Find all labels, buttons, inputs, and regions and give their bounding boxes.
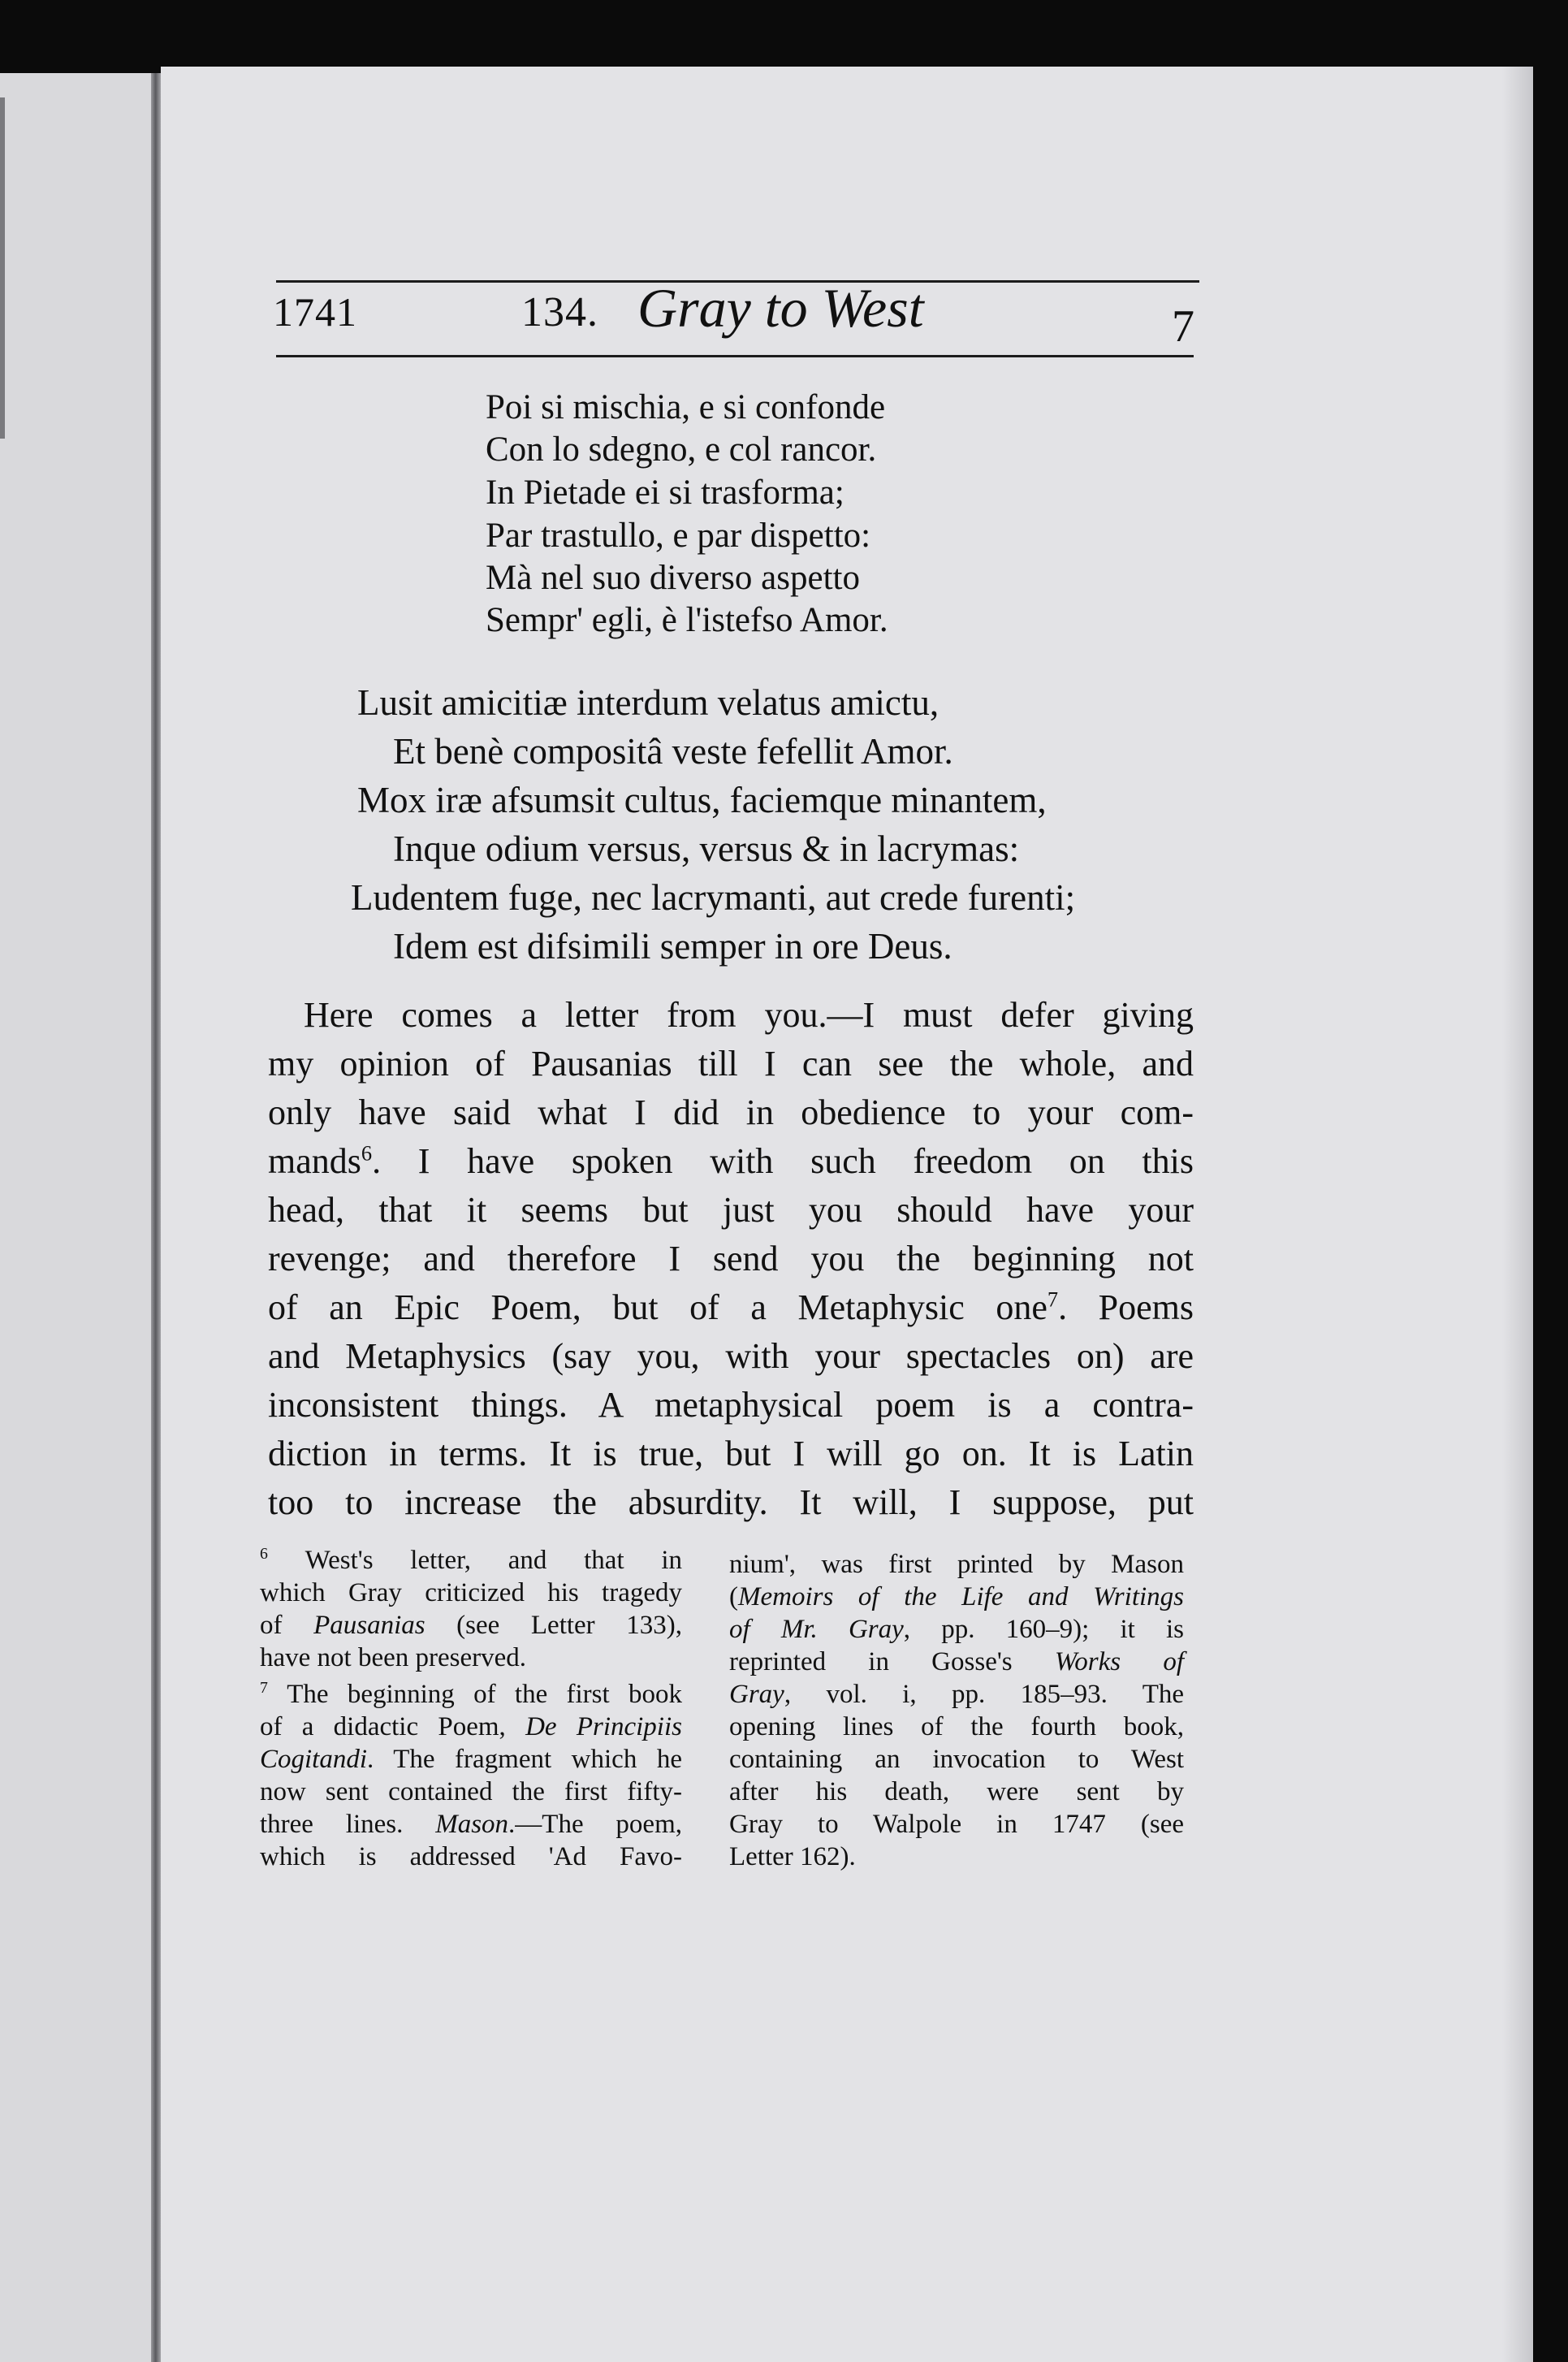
footnote-text: of	[260, 1611, 314, 1640]
letter-text-segment: . I have spoken with such freedom on this	[372, 1141, 1194, 1181]
footnote-7-continued-line	[729, 1616, 1184, 1643]
page-edge-shadow	[1502, 67, 1533, 2362]
footnote-7-line	[260, 1714, 682, 1741]
footnote-text: (see Letter 133),	[425, 1611, 682, 1640]
letter-text-line: diction in terms. It is true, but I will go on. It is Latin	[268, 1434, 1194, 1473]
footnote-6-marker: 6	[260, 1545, 268, 1563]
italian-poem-line: Mà nel suo diverso aspetto	[486, 559, 860, 597]
footnote-7-continued-line	[729, 1649, 1184, 1676]
footnote-text: three lines.	[260, 1810, 436, 1839]
letter-text-line: only have said what I did in obedience to your com-	[268, 1092, 1194, 1132]
latin-poem-line: Idem est difsimili semper in ore Deus.	[393, 926, 952, 967]
footnote-7-continued-line: opening lines of the fourth book,	[729, 1712, 1184, 1741]
letter-text-line: inconsistent things. A metaphysical poem is a contra-	[268, 1385, 1194, 1425]
footnote-italic: Cogitandi	[260, 1745, 368, 1774]
footnote-7-continued-line	[729, 1681, 1184, 1708]
footnote-7-continued-line: Gray to Walpole in 1747 (see	[729, 1810, 1184, 1839]
footnote-italic: Gray	[729, 1680, 784, 1709]
header-title: Gray to West	[637, 277, 924, 339]
facing-page-edge	[0, 73, 161, 2362]
footnote-7-line	[260, 1681, 682, 1708]
latin-poem-line: Ludentem fuge, nec lacrymanti, aut crede furenti;	[351, 877, 1076, 918]
footnote-7-marker: 7	[260, 1679, 268, 1697]
footnote-7-continued-line: Letter 162).	[729, 1842, 856, 1871]
footnote-6-line	[260, 1547, 682, 1574]
footnote-7-line: now sent contained the first fifty-	[260, 1777, 682, 1806]
header-letter-number: 134.	[521, 289, 598, 335]
footnote-6-line: have not been preserved.	[260, 1643, 527, 1672]
header-rule-bottom	[276, 355, 1194, 357]
latin-poem-line: Inque odium versus, versus & in lacrymas:	[393, 828, 1020, 869]
footnote-italic: De Principiis	[525, 1712, 682, 1741]
footnote-7-line	[260, 1811, 682, 1838]
letter-text-line	[268, 1140, 1194, 1181]
footnote-italic: Mason	[435, 1810, 509, 1839]
footnote-italic: Works of	[1054, 1647, 1184, 1676]
footnote-7-continued-line	[729, 1584, 1184, 1611]
footnote-ref-7: 7	[1047, 1287, 1059, 1312]
letter-word: mands	[268, 1141, 361, 1181]
footnote-italic: Memoirs of the Life and Writings	[738, 1582, 1184, 1611]
footnote-ref-6: 6	[361, 1140, 373, 1166]
footnote-7-continued-line: after his death, were sent by	[729, 1777, 1184, 1806]
letter-text-line: my opinion of Pausanias till I can see the whole, and	[268, 1044, 1194, 1084]
footnote-text: reprinted in Gosse's	[729, 1647, 1055, 1676]
letter-text-line: too to increase the absurdity. It will, I suppose, put	[268, 1482, 1194, 1522]
latin-poem-line: Mox iræ afsumsit cultus, faciemque minantem,	[357, 780, 1047, 820]
italian-poem-line: Sempr' egli, è l'istefso Amor.	[486, 601, 888, 639]
page-number: 7	[1172, 301, 1194, 352]
letter-text-line: head, that it seems but just you should have your	[268, 1190, 1194, 1230]
letter-text-segment: . Poems	[1058, 1287, 1194, 1327]
italian-poem-line: Par trastullo, e par dispetto:	[486, 517, 871, 555]
footnote-italic: Pausanias	[313, 1611, 425, 1640]
letter-text-line: Here comes a letter from you.—I must defer giving	[304, 995, 1194, 1035]
footnote-italic: of Mr. Gray	[729, 1615, 904, 1644]
latin-poem-line: Et benè compositâ veste fefellit Amor.	[393, 731, 953, 772]
letter-text-segment: of an Epic Poem, but of a Metaphysic one	[268, 1287, 1047, 1327]
footnote-text: , vol. i, pp. 185–93. The	[784, 1680, 1184, 1709]
footnote-7-line: which is addressed 'Ad Favo-	[260, 1842, 682, 1871]
footnote-6-line: which Gray criticized his tragedy	[260, 1578, 682, 1607]
letter-text-line: revenge; and therefore I send you the beginning not	[268, 1239, 1194, 1278]
footnote-7-continued-line: containing an invocation to West	[729, 1745, 1184, 1774]
footnote-7-line	[260, 1746, 682, 1773]
footnote-text: West's letter, and that in	[305, 1546, 683, 1575]
footnote-text: . The fragment which he	[367, 1745, 682, 1774]
footnote-6-line	[260, 1612, 682, 1639]
header-year: 1741	[273, 289, 357, 335]
footnote-text: .—The poem,	[508, 1810, 683, 1839]
italian-poem-line: In Pietade ei si trasforma;	[486, 474, 844, 512]
latin-poem-line: Lusit amicitiæ interdum velatus amictu,	[357, 682, 940, 723]
italian-poem-line: Con lo sdegno, e col rancor.	[486, 430, 877, 469]
footnote-text: (	[729, 1582, 738, 1611]
footnote-7-continued-line: nium', was first printed by Mason	[729, 1550, 1184, 1579]
letter-text-line: and Metaphysics (say you, with your spectacles on) are	[268, 1336, 1194, 1376]
italian-poem-line: Poi si mischia, e si confonde	[486, 388, 886, 426]
footnote-text: The beginning of the first book	[287, 1680, 682, 1709]
letter-text-line	[268, 1287, 1194, 1327]
footnote-text: of a didactic Poem,	[260, 1712, 526, 1741]
facing-page-mark	[0, 97, 5, 439]
footnote-text: , pp. 160–9); it is	[903, 1615, 1184, 1644]
